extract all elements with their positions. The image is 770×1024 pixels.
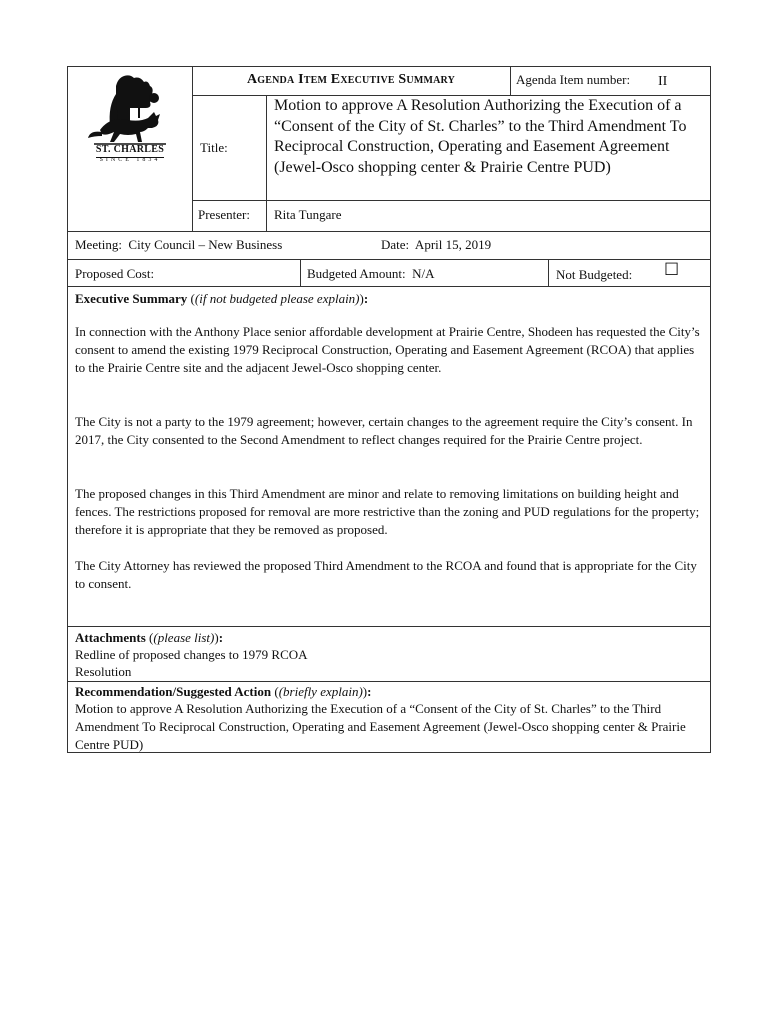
proposed-cost: Proposed Cost:	[75, 266, 155, 281]
recommendation-text: Motion to approve A Resolution Authorizing the Execution of a “Consent of the City of St. Charles” to the Third Amendment To Reciprocal Construction, Operating and Easement Agreement (Jewel-Osco shopping center & Prairie Centre PUD)	[75, 701, 686, 752]
budgeted-amount: Budgeted Amount: N/A	[307, 266, 435, 281]
meeting-info: Meeting: City Council – New Business	[75, 237, 283, 252]
recommendation-title: Recommendation/Suggested Action	[75, 684, 272, 699]
logo-since: SINCE 1834	[99, 157, 161, 163]
attachment-item: Resolution	[75, 664, 132, 679]
not-budgeted-checkbox[interactable]: ☐	[664, 260, 680, 280]
recommendation-heading: Recommendation/Suggested Action ((briefly explain)):	[75, 684, 372, 699]
attachment-item: Redline of proposed changes to 1979 RCOA	[75, 647, 308, 662]
meeting-date: Date: April 15, 2019	[381, 237, 492, 252]
recommendation-note-text: (briefly explain)	[278, 684, 363, 699]
not-budgeted-label: Not Budgeted:	[556, 267, 633, 282]
summary-paragraph: The proposed changes in this Third Amendment are minor and relate to removing limitations on building height and fences. The restrictions proposed for removal are more restrictive than the zoning and PUD regulations for the property; therefore it is appropriate that they be removed as proposed.	[75, 486, 700, 537]
presenter-label: Presenter:	[198, 207, 250, 222]
attachments-title: Attachments	[75, 630, 146, 645]
logo-name: ST. CHARLES	[95, 144, 165, 155]
attachments-heading: Attachments ((please list)):	[75, 630, 224, 645]
agenda-item-label: Agenda Item number:	[516, 72, 631, 87]
executive-summary-note-text: (if not budgeted please explain)	[194, 291, 360, 306]
summary-paragraph: The City Attorney has reviewed the proposed Third Amendment to the RCOA and found that is appropriate for the City to consent.	[75, 558, 697, 591]
form-title: Agenda Item Executive Summary	[246, 72, 456, 87]
summary-paragraph: The City is not a party to the 1979 agreement; however, certain changes to the agreement require the City’s consent. In 2017, the City consented to the Second Amendment to reflect changes required for the Prairie Centre project.	[75, 414, 693, 447]
agenda-item-number: II	[658, 74, 668, 89]
title-value: Motion to approve A Resolution Authorizing the Execution of a “Consent of the City of St. Charles” to the Third Amendment To Reciprocal Construction, Operating and Easement Agreement (Jewel-Osco shopping center & Prairie Centre PUD)	[274, 97, 687, 176]
attachments-note-text: (please list)	[153, 630, 215, 645]
summary-paragraph: In connection with the Anthony Place senior affordable development at Prairie Centre, Shodeen has requested the City’s consent to amend the existing 1979 Reciprocal Construction, Operating and Easement Agreement (RCOA) that applies to the Prairie Centre site and the adjacent Jewel-Osco shopping center.	[75, 324, 700, 375]
executive-summary-heading: Executive Summary ((if not budgeted please explain)):	[75, 291, 369, 306]
title-label: Title:	[200, 140, 228, 155]
presenter-name: Rita Tungare	[274, 207, 342, 222]
executive-summary-title: Executive Summary	[75, 291, 188, 306]
